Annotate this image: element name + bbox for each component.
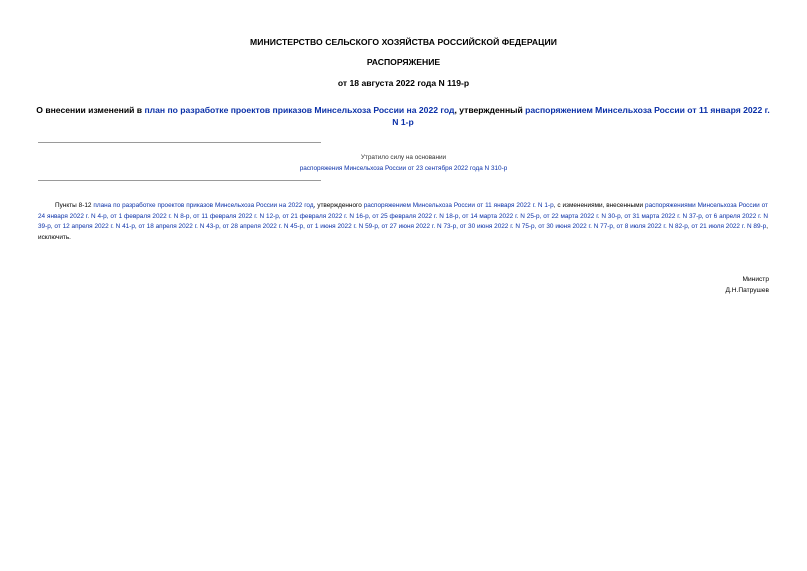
signature-position: Министр xyxy=(742,276,769,283)
document-title xyxy=(36,104,770,128)
body-paragraph xyxy=(38,201,768,243)
signature-name: Д.Н.Патрушев xyxy=(725,286,769,294)
amendments-link[interactable]: распоряжениями Минсельхоза России от 24 января 2022 г. N 4-р, от 1 февраля 2022 г. N 8-р, от 11 февраля 2022 г. N 12-р, от 21 февраля 2022 г. N 16-р, от 25 февраля 2022 г. N 18-р, от 14 марта 2022 г. N 25-р, от 22 марта 2022 г. N 30-р, от 31 марта 2022 г. N 37-р, от 6 апреля 2022 г. N 39-р, от 12 апреля 2022 г. N 41-р, от 18 апреля 2022 г. N 43-р, от 28 апреля 2022 г. N 45-р, от 1 июня 2022 г. N 59-р, от 27 июня 2022 г. N 73-р, от 30 июня 2022 г. N 75-р, от 30 июня 2022 г. N 77-р, от 8 июля 2022 г. N 82-р, от 21 июля 2022 г. N 89-р xyxy=(38,202,768,230)
body-order-link[interactable]: распоряжением Минсельхоза России от 11 января 2022 г. N 1-р xyxy=(363,202,554,209)
body-text-1: Пункты 8-12 xyxy=(55,202,94,209)
status-note: Утратило силу на основании xyxy=(360,154,447,161)
body-plan-link[interactable]: плана по разработке проектов приказов Минсельхоза России на 2022 год xyxy=(93,202,314,209)
divider-top xyxy=(38,142,321,143)
body-text-3: , с изменениями, внесенными xyxy=(553,202,646,209)
ministry-name: МИНИСТЕРСТВО СЕЛЬСКОГО ХОЗЯЙСТВА РОССИЙСКОЙ ФЕДЕРАЦИИ xyxy=(250,37,557,47)
title-prefix: О внесении изменений в xyxy=(36,105,145,115)
body-text-2: , утвержденного xyxy=(313,202,364,209)
status-link-line xyxy=(0,164,807,174)
document-date: от 18 августа 2022 года N 119-р xyxy=(337,78,470,88)
body-text-4: , исключить. xyxy=(38,223,768,241)
plan-link[interactable]: план по разработке проектов приказов Минсельхоза России на 2022 год xyxy=(144,105,455,115)
document-type: РАСПОРЯЖЕНИЕ xyxy=(366,57,441,67)
signature-block xyxy=(725,275,769,296)
repeal-order-link[interactable]: распоряжения Минсельхоза России от 23 сентября 2022 года N 310-р xyxy=(299,165,508,172)
order-link[interactable]: распоряжением Минсельхоза России от 11 января 2022 г. N 1-р xyxy=(392,105,770,127)
title-middle: , утвержденный xyxy=(454,105,526,115)
divider-bottom xyxy=(38,180,321,181)
